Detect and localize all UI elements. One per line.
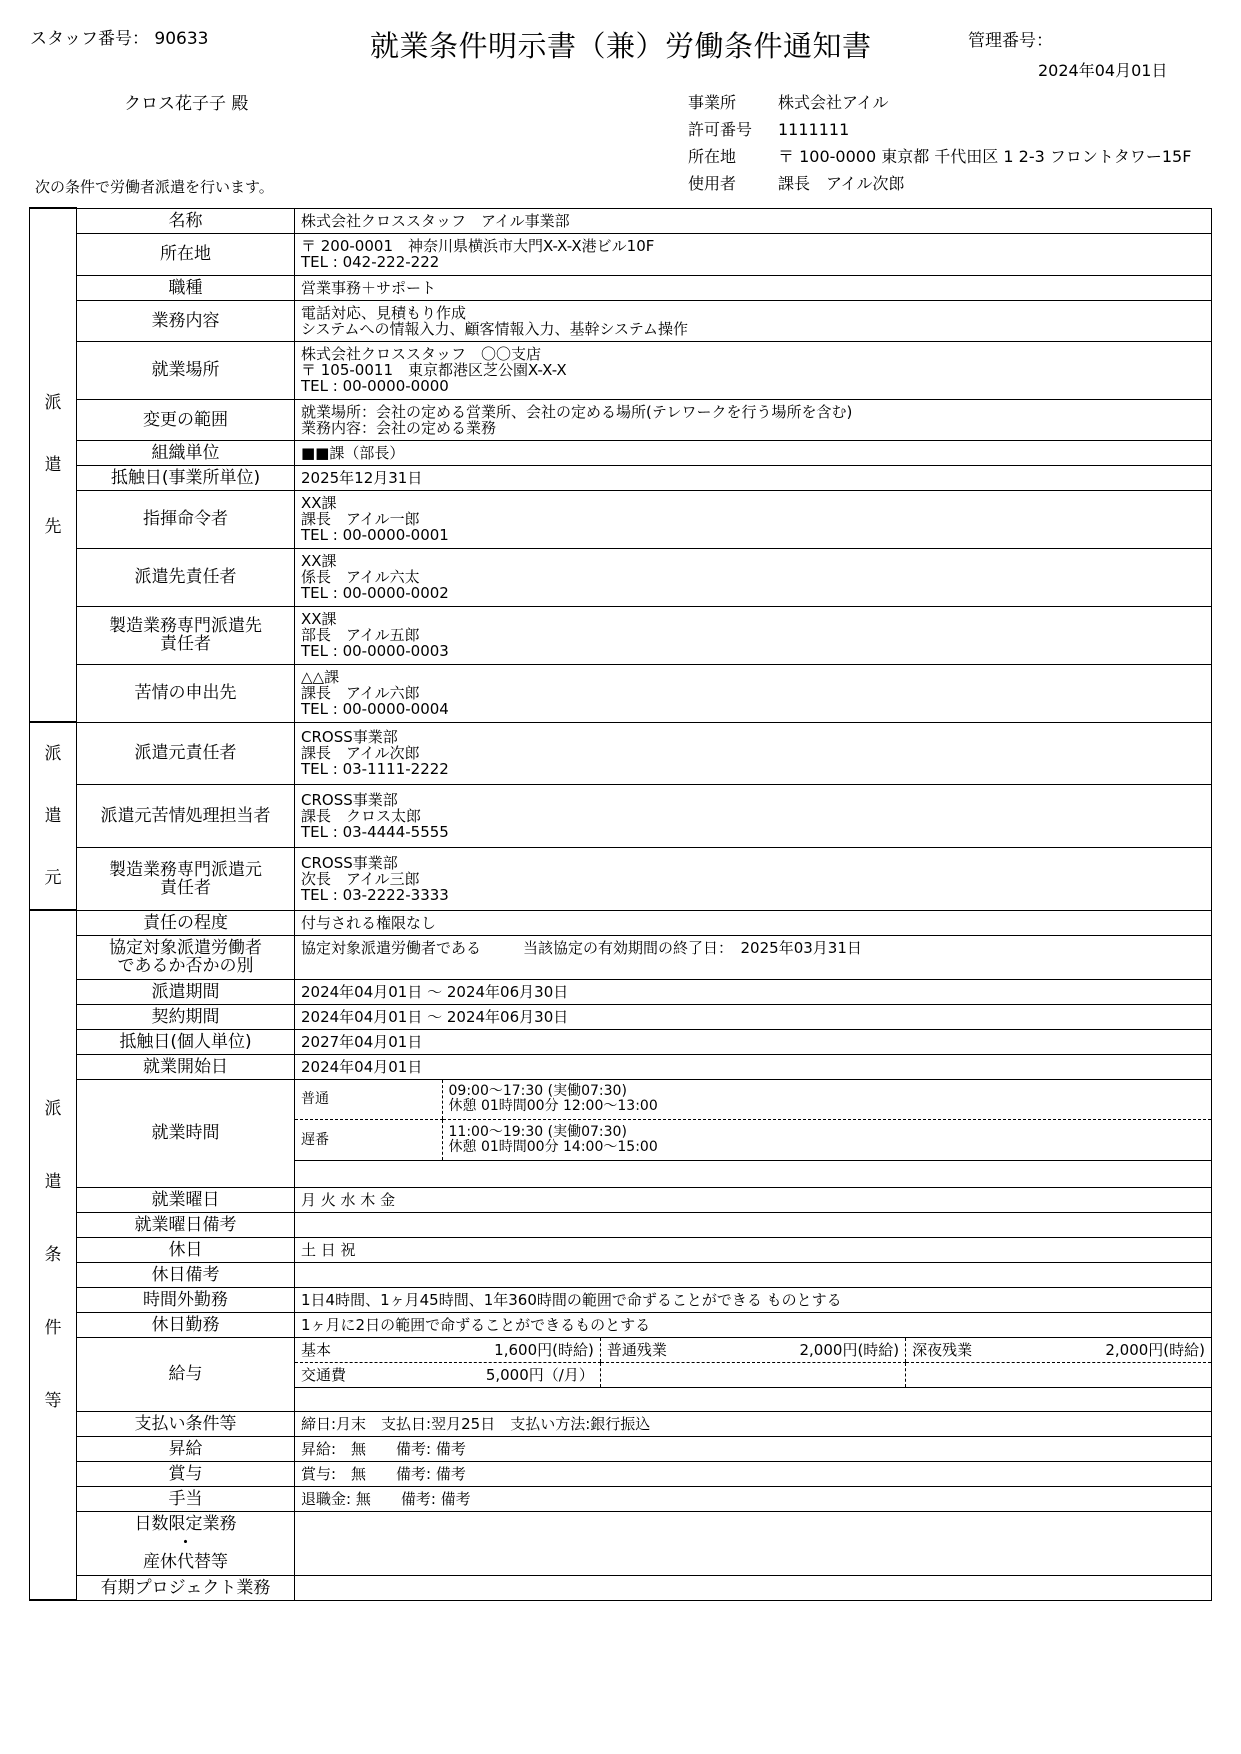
holiday-note-label: 休日備考 [77, 1262, 295, 1287]
contract-period-label: 契約期間 [77, 1004, 295, 1029]
intro-text: 次の条件で労働者派遣を行います。 [35, 178, 274, 196]
section-char: 遣 [44, 1171, 62, 1192]
section-char: 派 [44, 1098, 62, 1119]
dest-address-label: 所在地 [77, 233, 295, 275]
conditions-table [29, 207, 1212, 1601]
dest-commander-label: 指揮命令者 [77, 490, 295, 548]
section-char: 件 [44, 1317, 62, 1338]
section-destination [30, 208, 77, 722]
issue-date: 2024年04月01日 [1038, 61, 1168, 80]
shift-time: 09:00～17:30 (実働07:30) 休憩 01時間00分 12:00～13:00 [442, 1080, 1211, 1120]
dest-work-value: 電話対応、見積もり作成 システムへの情報入力、顧客情報入力、基幹システム操作 [295, 300, 1212, 341]
issuer-office-label: 事業所 [688, 93, 737, 112]
workdays-label: 就業曜日 [77, 1187, 295, 1212]
payment-terms-value: 締日:月末 支払日:翌月25日 支払い方法:銀行振込 [295, 1411, 1212, 1436]
workdays-note-label: 就業曜日備考 [77, 1212, 295, 1237]
workdays-value: 月 火 水 木 金 [295, 1187, 1212, 1212]
overtime-value: 1日4時間、1ヶ月45時間、1年360時間の範囲で命ずることができる ものとする [295, 1287, 1212, 1312]
workdays-note-value [295, 1212, 1212, 1237]
dest-place-value: 株式会社クロススタッフ 〇〇支店 〒 105-0011 東京都港区芝公園X-X-X TEL : 00-0000-0000 [295, 341, 1212, 399]
bonus-label: 賞与 [77, 1461, 295, 1486]
dest-conflict-label: 抵触日(事業所単位) [77, 465, 295, 490]
dest-org-label: 組織単位 [77, 440, 295, 465]
allowance-label: 手当 [77, 1486, 295, 1511]
issuer-permit: 1111111 [778, 120, 850, 139]
salary-overtime: 普通残業 2,000円(時給) [600, 1338, 905, 1363]
section-char: 条 [44, 1244, 62, 1265]
dispatch-period-label: 派遣期間 [77, 979, 295, 1004]
dest-name-label: 名称 [77, 208, 295, 233]
degree-label: 責任の程度 [77, 910, 295, 935]
issuer-address-label: 所在地 [688, 147, 737, 166]
dest-job-value: 営業事務＋サポート [295, 275, 1212, 300]
section-char: 遣 [44, 455, 62, 475]
individual-conflict-value: 2027年04月01日 [295, 1029, 1212, 1054]
work-hours-label: 就業時間 [77, 1079, 295, 1187]
staff-number: スタッフ番号： 90633 [30, 29, 209, 49]
start-date-label: 就業開始日 [77, 1054, 295, 1079]
recipient-name: クロス花子子 殿 [124, 94, 249, 114]
dest-address-value: 〒 200-0001 神奈川県横浜市大門X-X-X港ビル10F TEL : 042-222-222 [295, 233, 1212, 275]
orig-responsible-value: CROSS事業部 課長 アイル次郎 TEL : 03-1111-2222 [295, 722, 1212, 785]
contract-period-value: 2024年04月01日 ～ 2024年06月30日 [295, 1004, 1212, 1029]
section-char: 派 [44, 393, 62, 413]
section-conditions [30, 910, 77, 1600]
salary-empty [600, 1363, 905, 1388]
orig-mfg-value: CROSS事業部 次長 アイル三郎 TEL : 03-2222-3333 [295, 847, 1212, 910]
individual-conflict-label: 抵触日(個人単位) [77, 1029, 295, 1054]
work-hours-value [295, 1079, 1212, 1187]
shift-empty-row [295, 1161, 1211, 1186]
start-date-value: 2024年04月01日 [295, 1054, 1212, 1079]
dest-change-label: 変更の範囲 [77, 399, 295, 440]
dest-complaint-label: 苦情の申出先 [77, 664, 295, 722]
dest-mfg-label: 製造業務専門派遣先 責任者 [77, 606, 295, 664]
orig-mfg-label: 製造業務専門派遣元 責任者 [77, 847, 295, 910]
issuer-office: 株式会社アイル [778, 93, 889, 112]
management-number: 管理番号： [968, 31, 1053, 51]
raise-value: 昇給: 無 備考: 備考 [295, 1436, 1212, 1461]
salary-empty [906, 1363, 1211, 1388]
orig-complaint-label: 派遣元苦情処理担当者 [77, 785, 295, 848]
salary-empty-row [295, 1388, 1211, 1410]
holiday-value: 土 日 祝 [295, 1237, 1212, 1262]
holiday-work-label: 休日勤務 [77, 1312, 295, 1337]
section-char: 先 [44, 517, 62, 537]
dest-change-value: 就業場所：会社の定める営業所、会社の定める場所(テレワークを行う場所を含む) 業務内容：会社の定める業務 [295, 399, 1212, 440]
bonus-value: 賞与: 無 備考: 備考 [295, 1461, 1212, 1486]
dest-responsible-value: XX課 係長 アイル六太 TEL : 00-0000-0002 [295, 548, 1212, 606]
section-origin [30, 722, 77, 910]
holiday-work-value: 1ヶ月に2日の範囲で命ずることができるものとする [295, 1312, 1212, 1337]
dest-job-label: 職種 [77, 275, 295, 300]
dest-commander-value: XX課 課長 アイル一郎 TEL : 00-0000-0001 [295, 490, 1212, 548]
dispatch-period-value: 2024年04月01日 ～ 2024年06月30日 [295, 979, 1212, 1004]
shift-name: 遅番 [295, 1120, 442, 1161]
dest-org-value: ■■課（部長） [295, 440, 1212, 465]
dest-work-label: 業務内容 [77, 300, 295, 341]
salary-label: 給与 [77, 1337, 295, 1411]
dest-name-value: 株式会社クロススタッフ アイル事業部 [295, 208, 1212, 233]
salary-night: 深夜残業 2,000円(時給) [906, 1338, 1211, 1363]
section-char: 派 [44, 744, 62, 764]
agreement-label: 協定対象派遣労働者 であるか否かの別 [77, 935, 295, 979]
salary-transport: 交通費 5,000円（/月） [295, 1363, 600, 1388]
dest-responsible-label: 派遣先責任者 [77, 548, 295, 606]
overtime-label: 時間外勤務 [77, 1287, 295, 1312]
shift-time: 11:00～19:30 (実働07:30) 休憩 01時間00分 14:00～15:00 [442, 1120, 1211, 1161]
orig-responsible-label: 派遣元責任者 [77, 722, 295, 785]
limited-work-label: 日数限定業務 ・ 産休代替等 [77, 1511, 295, 1575]
issuer-address: 〒 100-0000 東京都 千代田区 1 2-3 フロントタワー15F [778, 147, 1192, 166]
dest-conflict-value: 2025年12月31日 [295, 465, 1212, 490]
limited-work-value [295, 1511, 1212, 1575]
degree-value: 付与される権限なし [295, 910, 1212, 935]
document-title: 就業条件明示書（兼）労働条件通知書 [370, 29, 872, 63]
issuer-employer-label: 使用者 [688, 174, 737, 193]
dest-place-label: 就業場所 [77, 341, 295, 399]
shift-name: 普通 [295, 1080, 442, 1120]
project-work-label: 有期プロジェクト業務 [77, 1575, 295, 1600]
salary-table [295, 1338, 1211, 1410]
dest-mfg-value: XX課 部長 アイル五郎 TEL : 00-0000-0003 [295, 606, 1212, 664]
project-work-value [295, 1575, 1212, 1600]
issuer-employer: 課長 アイル次郎 [778, 174, 905, 193]
allowance-value: 退職金: 無 備考: 備考 [295, 1486, 1212, 1511]
issuer-permit-label: 許可番号 [688, 120, 753, 139]
raise-label: 昇給 [77, 1436, 295, 1461]
holiday-note-value [295, 1262, 1212, 1287]
salary-base: 基本 1,600円(時給) [295, 1338, 600, 1363]
shift-table [295, 1080, 1211, 1186]
orig-complaint-value: CROSS事業部 課長 クロス太郎 TEL : 03-4444-5555 [295, 785, 1212, 848]
section-char: 遣 [44, 806, 62, 826]
issuer-block [686, 88, 1193, 198]
section-char: 等 [44, 1390, 62, 1411]
payment-terms-label: 支払い条件等 [77, 1411, 295, 1436]
dest-complaint-value: △△課 課長 アイル六郎 TEL : 00-0000-0004 [295, 664, 1212, 722]
holiday-label: 休日 [77, 1237, 295, 1262]
agreement-value: 協定対象派遣労働者である 当該協定の有効期間の終了日： 2025年03月31日 [295, 935, 1212, 979]
section-char: 元 [44, 868, 62, 888]
salary-value [295, 1337, 1212, 1411]
